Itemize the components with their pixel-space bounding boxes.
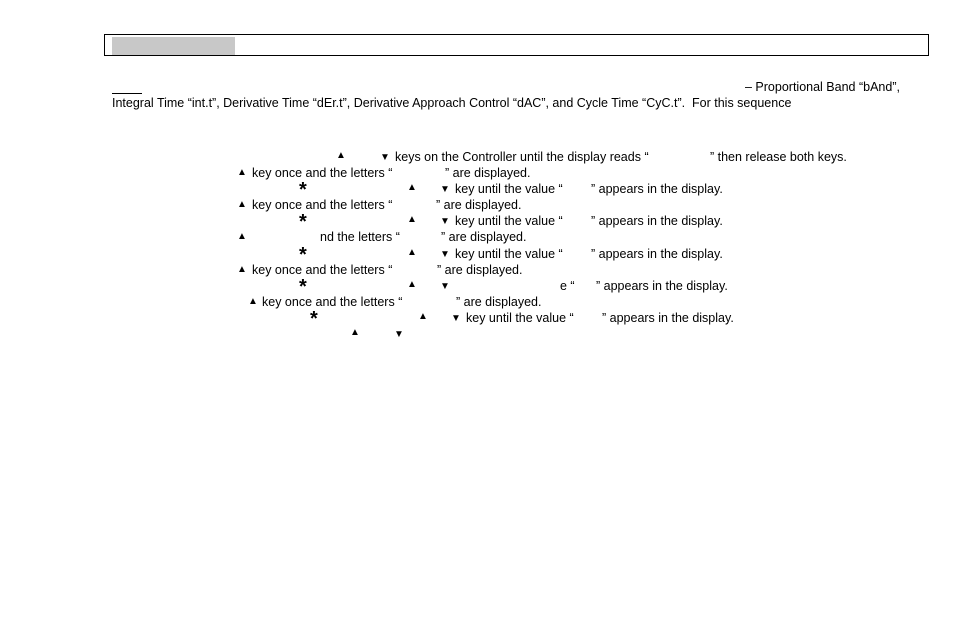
down-arrow-icon: ▼ [394,329,404,340]
step-9-end: ” appears in the display. [596,279,728,293]
down-arrow-icon: ▼ [440,216,450,227]
asterisk-icon: * [310,308,318,330]
up-arrow-icon: ▲ [407,214,417,225]
step-5-end: ” appears in the display. [591,214,723,228]
asterisk-icon: * [299,211,307,233]
step-8-end: ” are displayed. [437,263,523,277]
step-6-text: nd the letters “ [320,230,400,244]
down-arrow-icon: ▼ [440,249,450,260]
up-arrow-icon: ▲ [237,167,247,178]
up-arrow-icon: ▲ [418,311,428,322]
down-arrow-icon: ▼ [451,313,461,324]
step-2-text: key once and the letters “ [252,166,393,180]
up-arrow-icon: ▲ [350,327,360,338]
section-header-tab [112,37,235,55]
step-1-text: keys on the Controller until the display reads “ [395,150,649,164]
step-9-text: e “ [560,279,575,293]
step-2-end: ” are displayed. [445,166,531,180]
step-6-end: ” are displayed. [441,230,527,244]
step-11-text: key until the value “ [466,311,574,325]
step-10-text: key once and the letters “ [262,295,403,309]
up-arrow-icon: ▲ [248,296,258,307]
asterisk-icon: * [299,244,307,266]
up-arrow-icon: ▲ [336,150,346,161]
down-arrow-icon: ▼ [440,184,450,195]
step-7-end: ” appears in the display. [591,247,723,261]
up-arrow-icon: ▲ [407,182,417,193]
section-header-box [104,34,929,56]
asterisk-icon: * [299,179,307,201]
underlined-blank [112,93,142,94]
step-8-text: key once and the letters “ [252,263,393,277]
step-3-text: key until the value “ [455,182,563,196]
up-arrow-icon: ▲ [237,231,247,242]
step-7-text: key until the value “ [455,247,563,261]
down-arrow-icon: ▼ [440,281,450,292]
up-arrow-icon: ▲ [237,264,247,275]
intro-line-2: Integral Time “int.t”, Derivative Time “dEr.t”, Derivative Approach Control “dAC”, and Cycle Time “CyC.t”. For this sequence [112,96,792,110]
step-4-end: ” are displayed. [436,198,522,212]
step-3-end: ” appears in the display. [591,182,723,196]
step-11-end: ” appears in the display. [602,311,734,325]
asterisk-icon: * [299,276,307,298]
step-10-end: ” are displayed. [456,295,542,309]
up-arrow-icon: ▲ [237,199,247,210]
step-4-text: key once and the letters “ [252,198,393,212]
intro-line-1: – Proportional Band “bAnd”, [745,80,900,94]
up-arrow-icon: ▲ [407,247,417,258]
step-1-end: ” then release both keys. [710,150,847,164]
down-arrow-icon: ▼ [380,152,390,163]
up-arrow-icon: ▲ [407,279,417,290]
step-5-text: key until the value “ [455,214,563,228]
